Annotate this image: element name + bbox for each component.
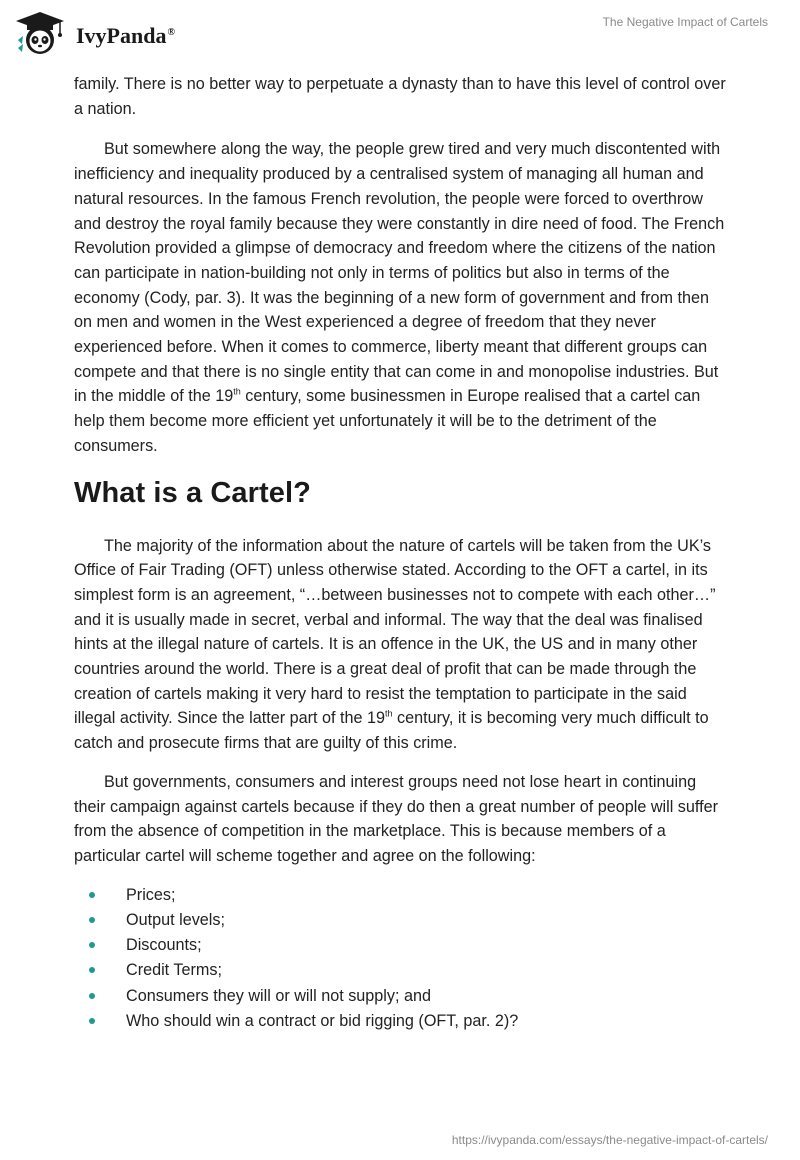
- essay-content: [74, 72, 726, 1034]
- bullet-icon: [89, 967, 95, 973]
- list-item: Discounts;: [74, 933, 726, 958]
- list-item: Credit Terms;: [74, 958, 726, 983]
- list-item: Who should win a contract or bid rigging (OFT, par. 2)?: [74, 1009, 726, 1034]
- brand-name: IvyPanda®: [76, 23, 175, 48]
- source-url[interactable]: https://ivypanda.com/essays/the-negative-impact-of-cartels/: [451, 1133, 768, 1147]
- paragraph: family. There is no better way to perpetuate a dynasty than to have this level of control over a nation.: [74, 75, 726, 118]
- panda-mortarboard-icon: [14, 10, 66, 56]
- bullet-icon: [89, 917, 95, 923]
- brand-logo[interactable]: [14, 10, 175, 56]
- list-item: Output levels;: [74, 908, 726, 933]
- list-item: Consumers they will or will not supply; and: [74, 984, 726, 1009]
- bullet-icon: [89, 993, 95, 999]
- bullet-icon: [89, 892, 95, 898]
- page-header: [0, 0, 800, 70]
- section-heading: What is a Cartel?: [74, 476, 311, 509]
- bullet-icon: [89, 1018, 95, 1024]
- bullet-icon: [89, 942, 95, 948]
- agreement-list: [74, 883, 726, 1034]
- paragraph: But somewhere along the way, the people grew tired and very much discontented with inefficiency and inequality produced by a centralised system of managing all human and natural resources. In the famous French revolution, the people were forced to overthrow and destroy the royal family because they were constantly in dire need of food. The French Revolution provided a glimpse of democracy and freedom where the citizens of the nation can participate in nation-building not only in terms of politics but also in terms of the economy (Cody, par. 3). It was the beginning of a new form of government and from then on men and women in the West experienced a degree of freedom that they never experienced before. When it comes to commerce, liberty meant that different groups can compete and that there is no single entity that can come in and monopolise industries. But in the middle of the 19th century, some businessmen in Europe realised that a cartel can help them become more efficient yet unfortunately it will be to the detriment of the consumers.: [74, 140, 725, 455]
- paragraph: The majority of the information about the nature of cartels will be taken from the UK’s Office of Fair Trading (OFT) unless otherwise stated. According to the OFT a cartel, in its simplest form is an agreement, “…between businesses not to compete with each other…” and it is usually made in secret, verbal and informal. The way that the deal was finalised hints at the illegal nature of cartels. It is an offence in the UK, the US and in many other countries around the world. There is a great deal of profit that can be made through the creation of cartels making it very hard to resist the temptation to participate in the said illegal activity. Since the latter part of the 19th century, it is becoming very much difficult to catch and prosecute firms that are guilty of this crime.: [74, 536, 716, 753]
- list-item: Prices;: [74, 883, 726, 908]
- document-title: The Negative Impact of Cartels: [602, 15, 768, 29]
- paragraph: But governments, consumers and interest groups need not lose heart in continuing their campaign against cartels because if they do then a great number of people will suffer from the absence of competition in the marketplace. This is because members of a particular cartel will scheme together and agree on the following:: [74, 772, 718, 865]
